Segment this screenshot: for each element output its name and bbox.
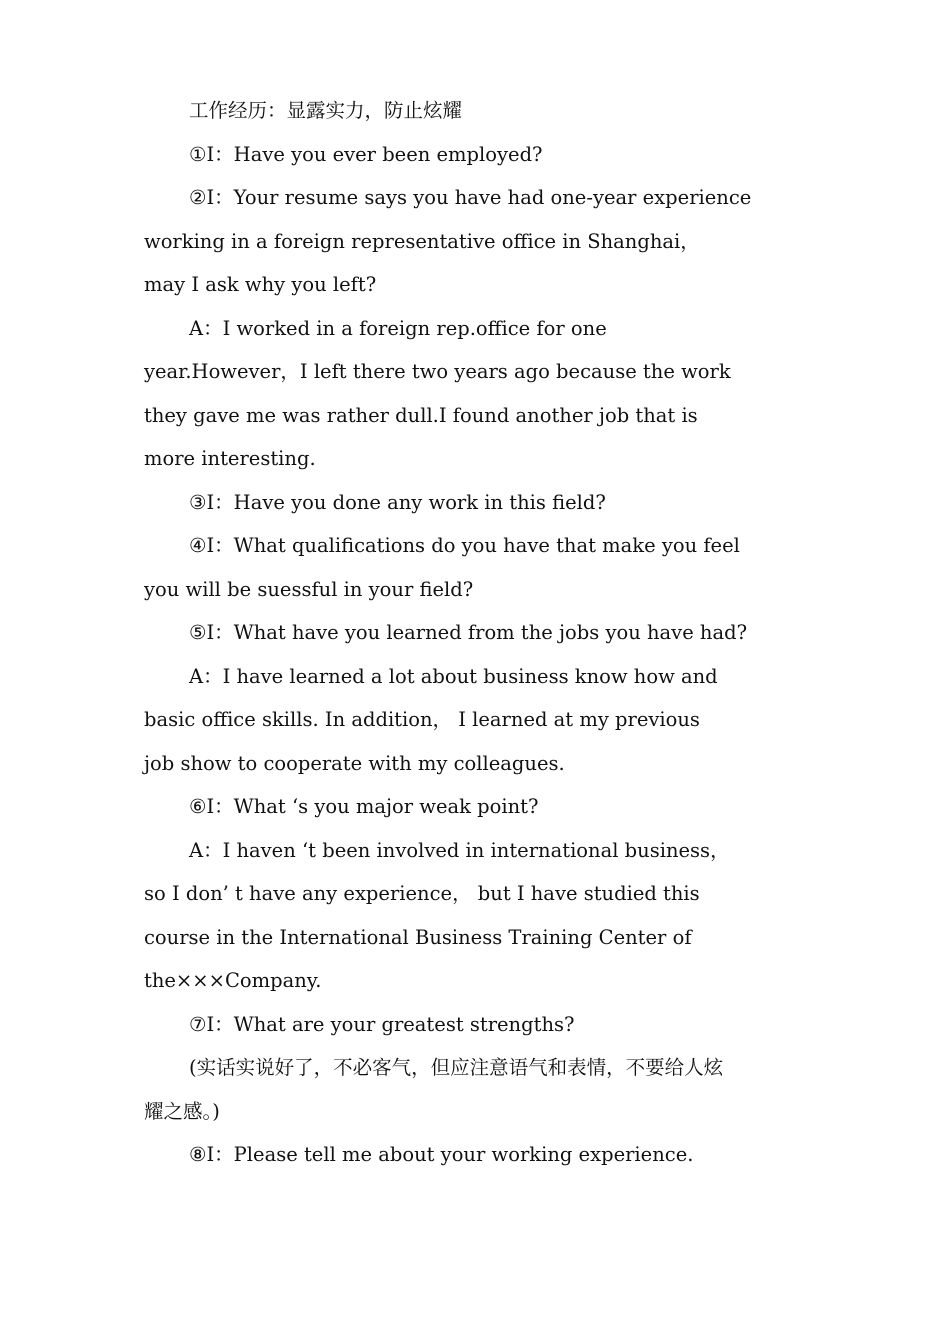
question-8: ⑧I：Please tell me about your working experience.	[189, 1143, 694, 1166]
document-body	[144, 89, 824, 1177]
section-heading: 工作经历：显露实力，防止炫耀	[189, 99, 463, 122]
question-2: ②I：Your resume says you have had one-year experience	[189, 186, 752, 209]
question-2-continued: may I ask why you left?	[144, 273, 377, 296]
answer-2-continued: they gave me was rather dull.I found another job that is	[144, 403, 698, 427]
answer-6-continued: the×××Company.	[144, 969, 322, 992]
question-1: ①I：Have you ever been employed?	[189, 142, 543, 166]
question-6: ⑥I：What ‘s you major weak point?	[189, 795, 539, 818]
tip-note-continued: 耀之感。)	[144, 1099, 220, 1123]
answer-6: A：I haven ‘t been involved in international business，	[189, 838, 730, 862]
answer-6-continued: so I don’ t have any experience， but I have studied this	[144, 882, 700, 905]
question-5: ⑤I：What have you learned from the jobs you have had?	[189, 621, 748, 644]
question-2-continued: working in a foreign representative office in Shanghai，	[144, 229, 700, 253]
answer-5-continued: job show to cooperate with my colleagues.	[144, 751, 565, 775]
answer-5-continued: basic office skills. In addition， I learned at my previous	[144, 708, 700, 731]
question-3: ③I：Have you done any work in this field?	[189, 490, 606, 514]
tip-note: (实话实说好了，不必客气，但应注意语气和表情，不要给人炫	[189, 1056, 724, 1079]
question-4-continued: you will be suessful in your field?	[144, 577, 474, 601]
question-7: ⑦I：What are your greatest strengths?	[189, 1012, 575, 1036]
answer-6-continued: course in the International Business Training Center of	[144, 925, 692, 949]
question-4: ④I：What qualifications do you have that make you feel	[189, 534, 740, 557]
answer-2: A：I worked in a foreign rep.office for one	[189, 316, 607, 340]
answer-5: A：I have learned a lot about business know how and	[189, 664, 718, 688]
answer-2-continued: year.However，I left there two years ago because the work	[144, 360, 731, 383]
answer-2-continued: more interesting.	[144, 447, 316, 470]
